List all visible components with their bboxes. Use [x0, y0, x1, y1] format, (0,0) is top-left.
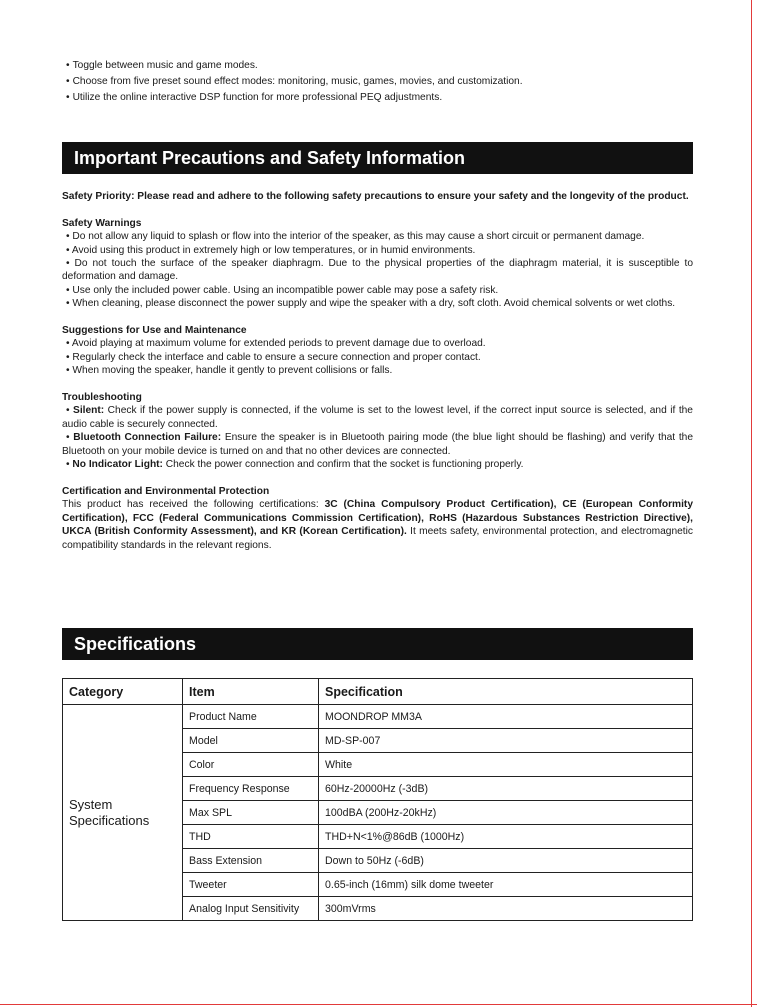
page-edge-line	[751, 0, 752, 1007]
safety-priority: Safety Priority: Please read and adhere to the following safety precautions to ensure your safety and the longevity of the product.	[62, 191, 689, 202]
maintenance-item: • Regularly check the interface and cable to ensure a secure connection and proper contact.	[66, 351, 481, 363]
item-cell: THD	[183, 825, 319, 849]
item-cell: Analog Input Sensitivity	[183, 897, 319, 921]
warning-item: • When cleaning, please disconnect the power supply and wipe the speaker with a dry, soft cloth. Avoid chemical solvents or wet cloths.	[66, 298, 676, 310]
spec-cell: 0.65-inch (16mm) silk dome tweeter	[319, 873, 693, 897]
spec-cell: 60Hz-20000Hz (-3dB)	[319, 777, 693, 801]
header-specification: Specification	[319, 679, 693, 705]
table-row	[63, 705, 693, 729]
section-banner-specifications: Specifications	[62, 628, 693, 660]
warning-item: • Use only the included power cable. Using an incompatible power cable may pose a safety risk.	[66, 284, 499, 296]
section-banner-safety: Important Precautions and Safety Information	[62, 142, 693, 174]
feature-item: • Toggle between music and game modes.	[66, 58, 523, 74]
maintenance-item: • Avoid playing at maximum volume for extended periods to prevent damage due to overload.	[66, 338, 486, 350]
item-cell: Tweeter	[183, 873, 319, 897]
header-item: Item	[183, 679, 319, 705]
item-cell: Color	[183, 753, 319, 777]
maintenance-item: • When moving the speaker, handle it gently to prevent collisions or falls.	[66, 365, 393, 377]
warning-item: • Avoid using this product in extremely high or low temperatures, or in humid environments.	[66, 244, 476, 256]
warnings-heading: Safety Warnings	[62, 217, 142, 229]
page-bottom-line	[0, 1004, 757, 1005]
warning-item: • Do not allow any liquid to splash or flow into the interior of the speaker, as this may cause a short circuit or permanent damage.	[66, 231, 645, 243]
item-cell: Bass Extension	[183, 849, 319, 873]
safety-body	[62, 190, 693, 552]
item-cell: Max SPL	[183, 801, 319, 825]
feature-item: • Utilize the online interactive DSP function for more professional PEQ adjustments.	[66, 90, 523, 106]
item-cell: Model	[183, 729, 319, 753]
spec-cell: 300mVrms	[319, 897, 693, 921]
certification-heading: Certification and Environmental Protection	[62, 485, 270, 497]
troubleshooting-item: • No Indicator Light: Check the power connection and confirm that the socket is functioning properly.	[66, 459, 524, 471]
feature-list	[66, 58, 523, 107]
spec-cell: White	[319, 753, 693, 777]
item-cell: Product Name	[183, 705, 319, 729]
spec-cell: THD+N<1%@86dB (1000Hz)	[319, 825, 693, 849]
item-cell: Frequency Response	[183, 777, 319, 801]
maintenance-heading: Suggestions for Use and Maintenance	[62, 325, 247, 337]
troubleshooting-item: • Bluetooth Connection Failure: Ensure the speaker is in Bluetooth pairing mode (the blue light should be flashing) and verify that the Bluetooth on your mobile device is turned on and that no other devices are connected.	[62, 432, 693, 457]
troubleshooting-item: • Silent: Check if the power supply is connected, if the volume is set to the lowest level, if the correct input source is selected, and if the audio cable is securely connected.	[62, 405, 693, 430]
specifications-table	[62, 678, 693, 921]
spec-cell: 100dBA (200Hz-20kHz)	[319, 801, 693, 825]
spec-cell: Down to 50Hz (-6dB)	[319, 849, 693, 873]
troubleshooting-heading: Troubleshooting	[62, 392, 142, 404]
table-header-row	[63, 679, 693, 705]
certification-text: This product has received the following certifications: 3C (China Compulsory Product Certification), CE (European Conformity Certification), FCC (Federal Communications Commission Certification), RoHS (Hazardous Substances Restriction Directive), UKCA (British Conformity Assessment), and KR (Korean Certification). It meets safety, environmental protection, and electromagnetic compatibility standards in the relevant regions.	[62, 499, 693, 551]
spec-cell: MD-SP-007	[319, 729, 693, 753]
category-cell: System Specifications	[63, 705, 183, 921]
header-category: Category	[63, 679, 183, 705]
feature-item: • Choose from five preset sound effect modes: monitoring, music, games, movies, and customization.	[66, 74, 523, 90]
warning-item: • Do not touch the surface of the speaker diaphragm. Due to the physical properties of the diaphragm material, it is susceptible to deformation and damage.	[62, 258, 693, 283]
spec-cell: MOONDROP MM3A	[319, 705, 693, 729]
